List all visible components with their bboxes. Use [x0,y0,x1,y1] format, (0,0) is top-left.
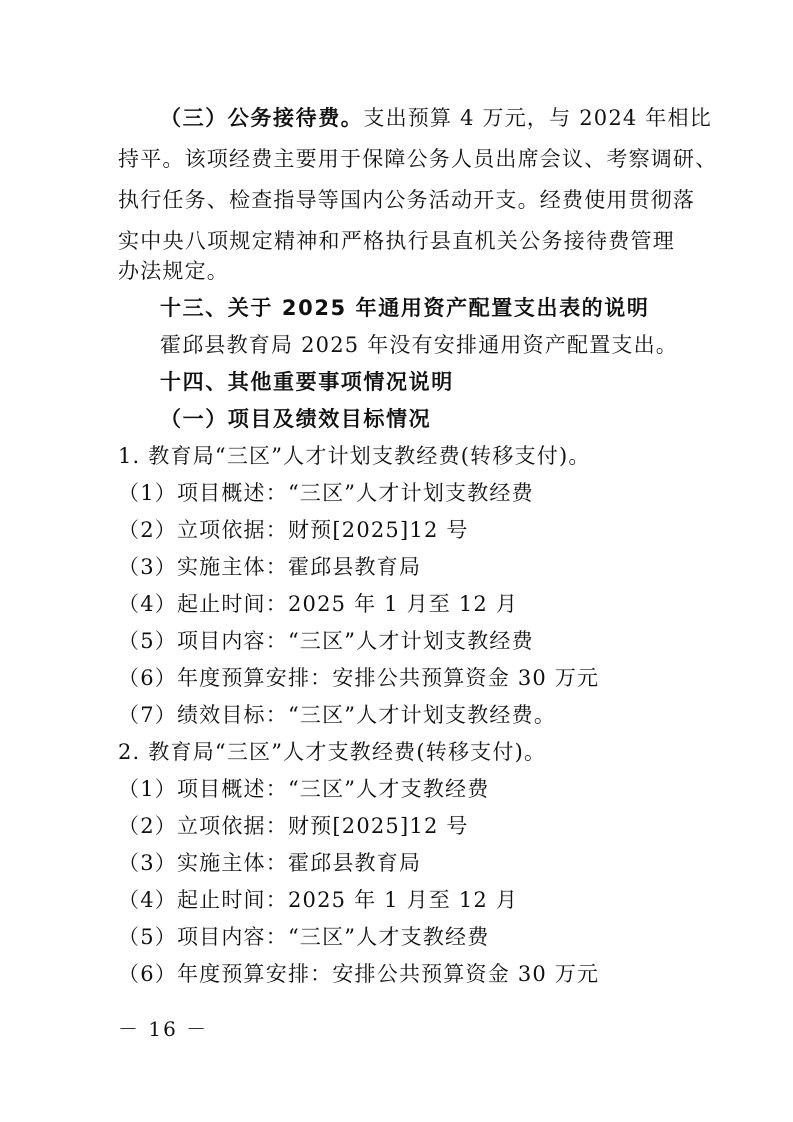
section-14-subheading: （一）项目及绩效目标情况 [160,407,432,431]
reception-paragraph-line-2: 持平。该项经费主要用于保障公务人员出席会议、考察调研、 [118,147,718,171]
reception-text-1: 支出预算 4 万元，与 2024 年相比 [363,106,712,130]
project-1-title: 1. 教育局“三区”人才计划支教经费(转移支付)。 [118,444,591,468]
section-13-text: 霍邱县教育局 2025 年没有安排通用资产配置支出。 [160,333,678,357]
project-1-item-7: （7）绩效目标：“三区”人才计划支教经费。 [118,703,557,727]
page-number: － 16 － [118,1017,209,1041]
reception-paragraph-line-3: 执行任务、检查指导等国内公务活动开支。经费使用贯彻落 [118,188,696,212]
project-1-item-2: （2）立项依据：财预[2025]12 号 [118,518,469,542]
reception-heading: （三）公务接待费。 [160,106,364,130]
project-1-item-3: （3）实施主体：霍邱县教育局 [118,555,422,579]
project-1-item-1: （1）项目概述：“三区”人才计划支教经费 [118,481,534,505]
reception-paragraph-line-4: 实中央八项规定精神和严格执行县直机关公务接待费管理 [118,229,675,253]
project-1-item-6: （6）年度预算安排：安排公共预算资金 30 万元 [118,666,600,690]
project-2-item-5: （5）项目内容：“三区”人才支教经费 [118,925,490,949]
project-1-item-4: （4）起止时间：2025 年 1 月至 12 月 [118,592,519,616]
reception-paragraph-line-5: 办法规定。 [118,259,229,283]
project-2-item-4: （4）起止时间：2025 年 1 月至 12 月 [118,888,519,912]
project-1-item-5: （5）项目内容：“三区”人才计划支教经费 [118,629,534,653]
reception-paragraph-line-1 [160,104,712,132]
project-2-item-3: （3）实施主体：霍邱县教育局 [118,851,422,875]
project-2-title: 2. 教育局“三区”人才支教经费(转移支付)。 [118,740,547,764]
section-13-heading: 十三、关于 2025 年通用资产配置支出表的说明 [160,296,650,320]
section-14-heading: 十四、其他重要事项情况说明 [160,370,454,394]
project-2-item-2: （2）立项依据：财预[2025]12 号 [118,814,469,838]
project-2-item-1: （1）项目概述：“三区”人才支教经费 [118,777,490,801]
project-2-item-6: （6）年度预算安排：安排公共预算资金 30 万元 [118,962,600,986]
